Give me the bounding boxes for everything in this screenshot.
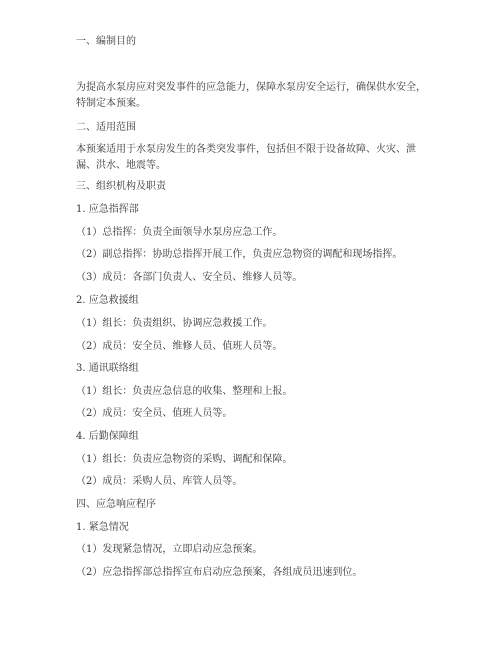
list-item: （1）组长：负责组织、协调应急救援工作。 [76,318,273,329]
list-item: （3）成员：各部门负责人、安全员、维修人员等。 [76,272,303,283]
section-heading-organization: 三、组织机构及职责 [76,181,166,192]
list-item: （2）成员：安全员、维修人员、值班人员等。 [76,341,283,352]
section-heading-response: 四、应急响应程序 [76,499,156,510]
list-item: （1）组长：负责应急信息的收集、整理和上报。 [76,386,293,397]
section-body-purpose: 为提高水泵房应对突发事件的应急能力，保障水泵房安全运行，确保供水安全，特制定本预案。 [76,82,426,109]
list-item: （2）副总指挥：协助总指挥开展工作，负责应急物资的调配和现场指挥。 [76,249,403,260]
list-item: （2）成员：采购人员、库管人员等。 [76,476,243,487]
subsection-heading-communication: 3. 通讯联络组 [76,363,139,374]
section-heading-scope: 二、适用范围 [76,122,136,133]
section-body-scope: 本预案适用于水泵房发生的各类突发事件，包括但不限于设备故障、火灾、泄漏、洪水、地震等。 [76,144,416,171]
list-item: （1）总指挥：负责全面领导水泵房应急工作。 [76,227,283,238]
subsection-heading-logistics: 4. 后勤保障组 [76,431,139,442]
list-item: （2）应急指挥部总指挥宣布启动应急预案，各组成员迅速到位。 [76,567,363,578]
list-item: （2）成员：安全员、值班人员等。 [76,408,233,419]
list-item: （1）发现紧急情况，立即启动应急预案。 [76,544,263,555]
list-item: （1）组长：负责应急物资的采购、调配和保障。 [76,454,293,465]
subsection-heading-emergency: 1. 紧急情况 [76,522,129,533]
subsection-heading-rescue: 2. 应急救援组 [76,295,139,306]
subsection-heading-command: 1. 应急指挥部 [76,204,139,215]
section-heading-purpose: 一、编制目的 [76,36,136,47]
